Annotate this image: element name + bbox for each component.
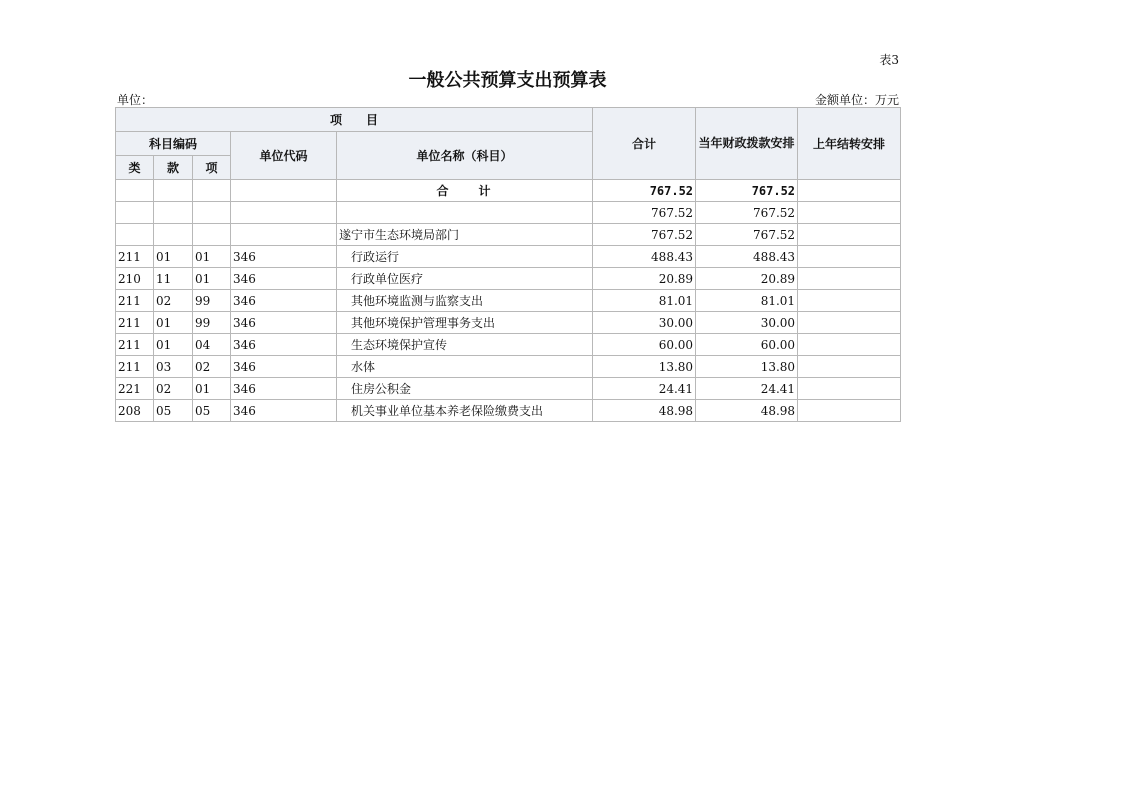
cell-unit-code: 346: [231, 312, 337, 334]
cell-current-year: 24.41: [696, 378, 798, 400]
cell-current-year: 767.52: [696, 202, 798, 224]
budget-table: [115, 107, 901, 422]
page-title: 一般公共预算支出预算表: [408, 70, 607, 91]
cell-xiang: 05: [193, 400, 231, 422]
cell-lei: 211: [116, 334, 154, 356]
cell-unit-name: 其他环境监测与监察支出: [337, 290, 593, 312]
cell-last-year: [798, 224, 901, 246]
cell-total: 24.41: [593, 378, 696, 400]
cell-total: 60.00: [593, 334, 696, 356]
header-lei: 类: [116, 156, 154, 180]
cell-last-year: [798, 290, 901, 312]
cell-total: 48.98: [593, 400, 696, 422]
header-unit-name: 单位名称（科目）: [337, 132, 593, 180]
table-row: [116, 202, 901, 224]
cell-kuan: 01: [154, 246, 193, 268]
table-row: [116, 246, 901, 268]
total-lei-cell: [116, 180, 154, 202]
cell-lei: 208: [116, 400, 154, 422]
cell-unit-name: 行政单位医疗: [337, 268, 593, 290]
cell-total: 488.43: [593, 246, 696, 268]
cell-xiang: 02: [193, 356, 231, 378]
cell-total: 20.89: [593, 268, 696, 290]
cell-lei: [116, 202, 154, 224]
cell-unit-code: 346: [231, 400, 337, 422]
table-row: [116, 378, 901, 400]
cell-kuan: 03: [154, 356, 193, 378]
table-row: [116, 268, 901, 290]
cell-lei: 211: [116, 290, 154, 312]
total-row: [116, 180, 901, 202]
cell-kuan: 02: [154, 290, 193, 312]
cell-total: 30.00: [593, 312, 696, 334]
cell-unit-code: 346: [231, 334, 337, 356]
cell-last-year: [798, 378, 901, 400]
cell-xiang: [193, 202, 231, 224]
cell-total: 767.52: [593, 224, 696, 246]
header-project: 项 目: [116, 108, 593, 132]
cell-unit-name: 住房公积金: [337, 378, 593, 400]
cell-unit-code: 346: [231, 268, 337, 290]
cell-current-year: 30.00: [696, 312, 798, 334]
cell-last-year: [798, 246, 901, 268]
total-unit-code-cell: [231, 180, 337, 202]
header-kuan: 款: [154, 156, 193, 180]
cell-unit-code: 346: [231, 246, 337, 268]
cell-unit-name: 行政运行: [337, 246, 593, 268]
cell-unit-code: [231, 224, 337, 246]
total-sum: 767.52: [593, 180, 696, 202]
cell-xiang: 04: [193, 334, 231, 356]
cell-kuan: 01: [154, 334, 193, 356]
table-body: [116, 180, 901, 422]
amount-unit-label: 金额单位：万元: [814, 93, 899, 107]
cell-unit-code: 346: [231, 356, 337, 378]
table-row: [116, 334, 901, 356]
cell-last-year: [798, 312, 901, 334]
table-row: [116, 290, 901, 312]
header-last-year: 上年结转安排: [798, 108, 901, 180]
cell-current-year: 60.00: [696, 334, 798, 356]
cell-unit-name: [337, 202, 593, 224]
cell-current-year: 48.98: [696, 400, 798, 422]
cell-kuan: 02: [154, 378, 193, 400]
total-last-year: [798, 180, 901, 202]
header-current-year: 当年财政拨款安排: [696, 108, 798, 180]
cell-unit-code: [231, 202, 337, 224]
cell-current-year: 20.89: [696, 268, 798, 290]
cell-total: 81.01: [593, 290, 696, 312]
cell-unit-code: 346: [231, 290, 337, 312]
cell-current-year: 81.01: [696, 290, 798, 312]
cell-unit-name: 机关事业单位基本养老保险缴费支出: [337, 400, 593, 422]
cell-lei: 211: [116, 246, 154, 268]
cell-xiang: 01: [193, 268, 231, 290]
cell-current-year: 767.52: [696, 224, 798, 246]
cell-kuan: 11: [154, 268, 193, 290]
cell-unit-name: 其他环境保护管理事务支出: [337, 312, 593, 334]
cell-total: 767.52: [593, 202, 696, 224]
header-xiang: 项: [193, 156, 231, 180]
cell-kuan: 05: [154, 400, 193, 422]
cell-current-year: 488.43: [696, 246, 798, 268]
table-number: 表3: [879, 53, 899, 67]
total-xiang-cell: [193, 180, 231, 202]
total-kuan-cell: [154, 180, 193, 202]
cell-xiang: 99: [193, 290, 231, 312]
cell-xiang: 01: [193, 246, 231, 268]
cell-xiang: 99: [193, 312, 231, 334]
unit-label: 单位：: [117, 93, 154, 107]
cell-total: 13.80: [593, 356, 696, 378]
cell-unit-name: 水体: [337, 356, 593, 378]
table-header: [116, 108, 901, 180]
header-unit-code: 单位代码: [231, 132, 337, 180]
cell-last-year: [798, 334, 901, 356]
cell-xiang: [193, 224, 231, 246]
cell-last-year: [798, 400, 901, 422]
cell-kuan: 01: [154, 312, 193, 334]
cell-last-year: [798, 202, 901, 224]
cell-lei: 210: [116, 268, 154, 290]
table-row: [116, 400, 901, 422]
total-current-year: 767.52: [696, 180, 798, 202]
table-row: [116, 356, 901, 378]
cell-current-year: 13.80: [696, 356, 798, 378]
cell-lei: 221: [116, 378, 154, 400]
cell-lei: [116, 224, 154, 246]
cell-lei: 211: [116, 356, 154, 378]
total-label: 合 计: [337, 180, 593, 202]
table-row: [116, 224, 901, 246]
header-total: 合计: [593, 108, 696, 180]
cell-last-year: [798, 356, 901, 378]
cell-kuan: [154, 202, 193, 224]
cell-unit-name: 生态环境保护宣传: [337, 334, 593, 356]
cell-lei: 211: [116, 312, 154, 334]
cell-last-year: [798, 268, 901, 290]
cell-xiang: 01: [193, 378, 231, 400]
cell-unit-name: 遂宁市生态环境局部门: [337, 224, 593, 246]
header-subject-code: 科目编码: [116, 132, 231, 156]
cell-unit-code: 346: [231, 378, 337, 400]
cell-kuan: [154, 224, 193, 246]
table-row: [116, 312, 901, 334]
